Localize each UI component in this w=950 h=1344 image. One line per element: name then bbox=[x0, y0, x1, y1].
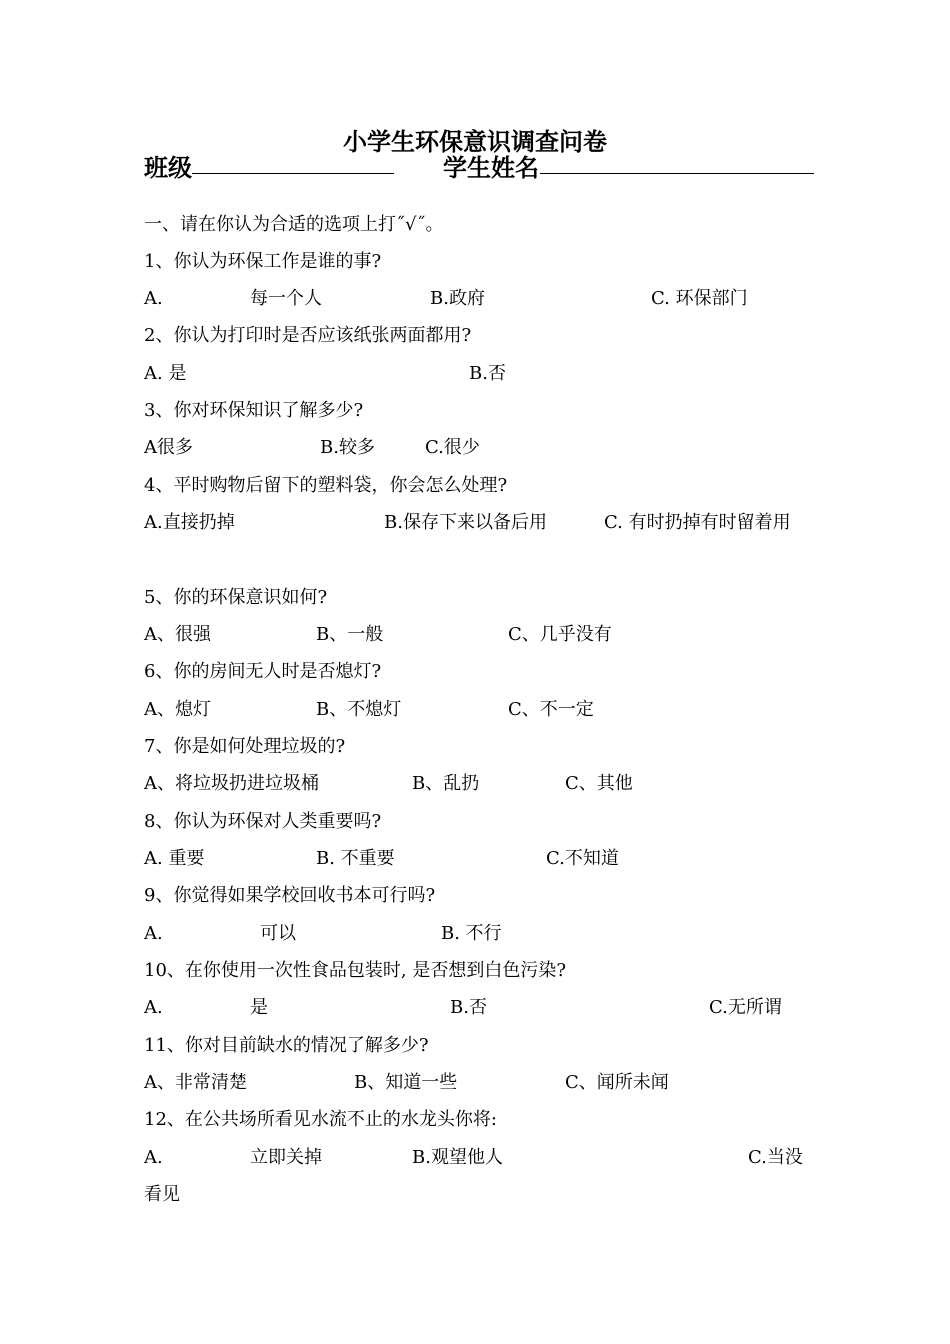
question-11: 11、你对目前缺水的情况了解多少? bbox=[144, 1035, 429, 1056]
q10-option-b[interactable]: B.否 bbox=[450, 997, 487, 1018]
q8-option-a[interactable]: A. 重要 bbox=[144, 848, 205, 869]
q12-option-c[interactable]: C.当没 bbox=[748, 1147, 803, 1168]
q10-option-a-text[interactable]: 是 bbox=[250, 997, 268, 1018]
q8-option-b[interactable]: B. 不重要 bbox=[316, 848, 395, 869]
q5-option-b[interactable]: B、一般 bbox=[316, 624, 384, 645]
class-blank bbox=[192, 173, 394, 174]
q4-option-c[interactable]: C. 有时扔掉有时留着用 bbox=[604, 512, 791, 533]
q11-option-b[interactable]: B、知道一些 bbox=[354, 1072, 458, 1093]
q9-option-a[interactable]: A. bbox=[144, 923, 163, 944]
q3-option-c[interactable]: C.很少 bbox=[425, 437, 480, 458]
q6-option-a[interactable]: A、熄灯 bbox=[144, 699, 211, 720]
q11-option-a[interactable]: A、非常清楚 bbox=[144, 1072, 247, 1093]
class-label: 班级 bbox=[144, 153, 192, 182]
name-label: 学生姓名 bbox=[443, 153, 539, 182]
q6-option-b[interactable]: B、不熄灯 bbox=[316, 699, 402, 720]
q9-option-a-text[interactable]: 可以 bbox=[260, 923, 296, 944]
q8-option-c[interactable]: C.不知道 bbox=[546, 848, 619, 869]
q7-option-a[interactable]: A、将垃圾扔进垃圾桶 bbox=[144, 773, 319, 794]
name-blank bbox=[540, 173, 814, 174]
q3-option-a[interactable]: A很多 bbox=[144, 437, 193, 458]
q12-option-c-continuation: 看见 bbox=[144, 1184, 180, 1205]
question-9: 9、你觉得如果学校回收书本可行吗? bbox=[144, 885, 436, 906]
q4-option-a[interactable]: A.直接扔掉 bbox=[144, 512, 235, 533]
q12-option-b[interactable]: B.观望他人 bbox=[412, 1147, 503, 1168]
q1-option-a[interactable]: A. bbox=[144, 288, 163, 309]
q5-option-a[interactable]: A、很强 bbox=[144, 624, 211, 645]
q11-option-c[interactable]: C、闻所未闻 bbox=[565, 1072, 669, 1093]
q7-option-b[interactable]: B、乱扔 bbox=[412, 773, 480, 794]
question-7: 7、你是如何处理垃圾的? bbox=[144, 736, 346, 757]
question-2: 2、你认为打印时是否应该纸张两面都用? bbox=[144, 325, 472, 346]
question-10: 10、在你使用一次性食品包装时, 是否想到白色污染? bbox=[144, 960, 566, 981]
q2-option-b[interactable]: B.否 bbox=[469, 363, 506, 384]
question-4: 4、平时购物后留下的塑料袋，你会怎么处理? bbox=[144, 475, 508, 496]
q10-option-c[interactable]: C.无所谓 bbox=[709, 997, 782, 1018]
q1-option-c[interactable]: C. 环保部门 bbox=[651, 288, 748, 309]
instruction: 一、请在你认为合适的选项上打˝√˝。 bbox=[144, 214, 444, 235]
q12-option-a[interactable]: A. bbox=[144, 1147, 163, 1168]
q6-option-c[interactable]: C、不一定 bbox=[508, 699, 594, 720]
q5-option-c[interactable]: C、几乎没有 bbox=[508, 624, 612, 645]
q9-option-b[interactable]: B. 不行 bbox=[441, 923, 502, 944]
q3-option-b[interactable]: B.较多 bbox=[320, 437, 375, 458]
question-12: 12、在公共场所看见水流不止的水龙头你将: bbox=[144, 1109, 497, 1130]
question-1: 1、你认为环保工作是谁的事? bbox=[144, 251, 382, 272]
q4-option-b[interactable]: B.保存下来以备后用 bbox=[384, 512, 547, 533]
q10-option-a[interactable]: A. bbox=[144, 997, 163, 1018]
question-3: 3、你对环保知识了解多少? bbox=[144, 400, 364, 421]
question-6: 6、你的房间无人时是否熄灯? bbox=[144, 661, 382, 682]
q1-option-a-text[interactable]: 每一个人 bbox=[250, 288, 322, 309]
question-8: 8、你认为环保对人类重要吗? bbox=[144, 811, 382, 832]
q2-option-a[interactable]: A. 是 bbox=[144, 363, 187, 384]
q1-option-b[interactable]: B.政府 bbox=[430, 288, 485, 309]
page-title: 小学生环保意识调查问卷 bbox=[343, 127, 607, 156]
q7-option-c[interactable]: C、其他 bbox=[565, 773, 633, 794]
question-5: 5、你的环保意识如何? bbox=[144, 587, 328, 608]
q12-option-a-text[interactable]: 立即关掉 bbox=[250, 1147, 322, 1168]
